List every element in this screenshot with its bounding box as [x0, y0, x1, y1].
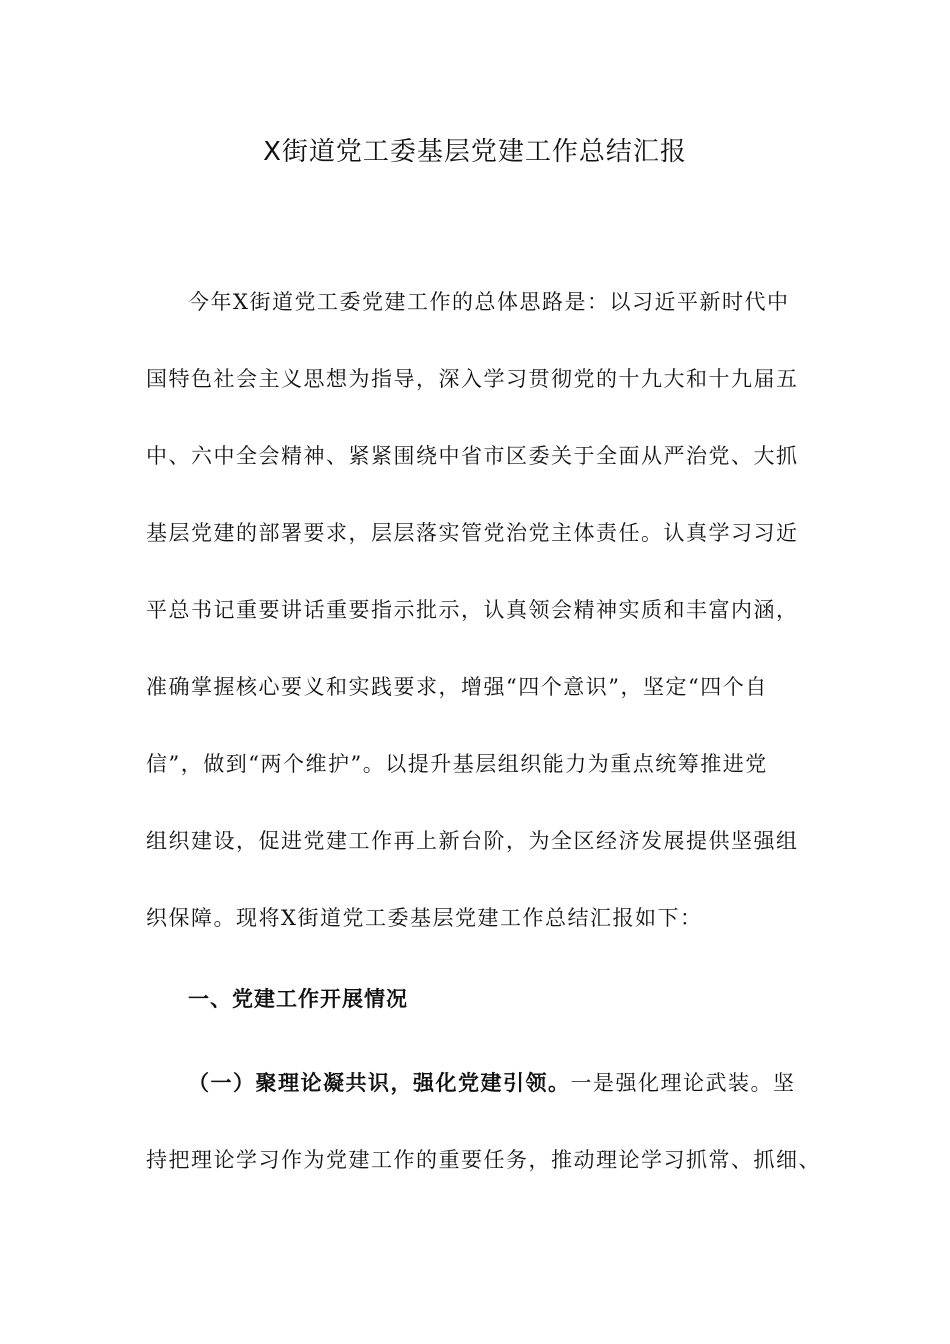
paragraph-line: 国特色社会主义思想为指导，深入学习贯彻党的十九大和十九届五	[146, 367, 799, 391]
subsection-line	[146, 1062, 806, 1139]
paragraph-line: 信”，做到“两个维护”。以提升基层组织能力为重点统筹推进党	[146, 752, 768, 776]
paragraph-line: 持把理论学习作为党建工作的重要任务，推动理论学习抓常、抓细、	[146, 1148, 821, 1172]
subsection-text: 一是强化理论武装。坚	[570, 1071, 796, 1095]
paragraph-line: 中、六中全会精神、紧紧围绕中省市区委关于全面从严治党、大抓	[146, 444, 799, 468]
subsection-heading: （一）聚理论凝共识，强化党建引领。	[188, 1071, 571, 1095]
document-title: X街道党工委基层党建工作总结汇报	[263, 137, 687, 167]
document-body	[146, 281, 821, 1216]
paragraph-line: 平总书记重要讲话重要指示批示，认真领会精神实质和丰富内涵，	[146, 598, 799, 622]
paragraph-line: 织保障。现将X街道党工委基层党建工作总结汇报如下：	[146, 906, 703, 930]
paragraph-line: 基层党建的部署要求，层层落实管党治党主体责任。认真学习习近	[146, 521, 799, 545]
paragraph-line: 准确掌握核心要义和实践要求，增强“四个意识”，坚定“四个自	[146, 675, 768, 699]
paragraph-line: 组织建设，促进党建工作再上新台阶，为全区经济发展提供坚强组	[146, 829, 799, 853]
section-heading: 一、党建工作开展情况	[188, 987, 408, 1011]
paragraph-line: 今年X街道党工委党建工作的总体思路是：以习近平新时代中	[188, 290, 790, 314]
